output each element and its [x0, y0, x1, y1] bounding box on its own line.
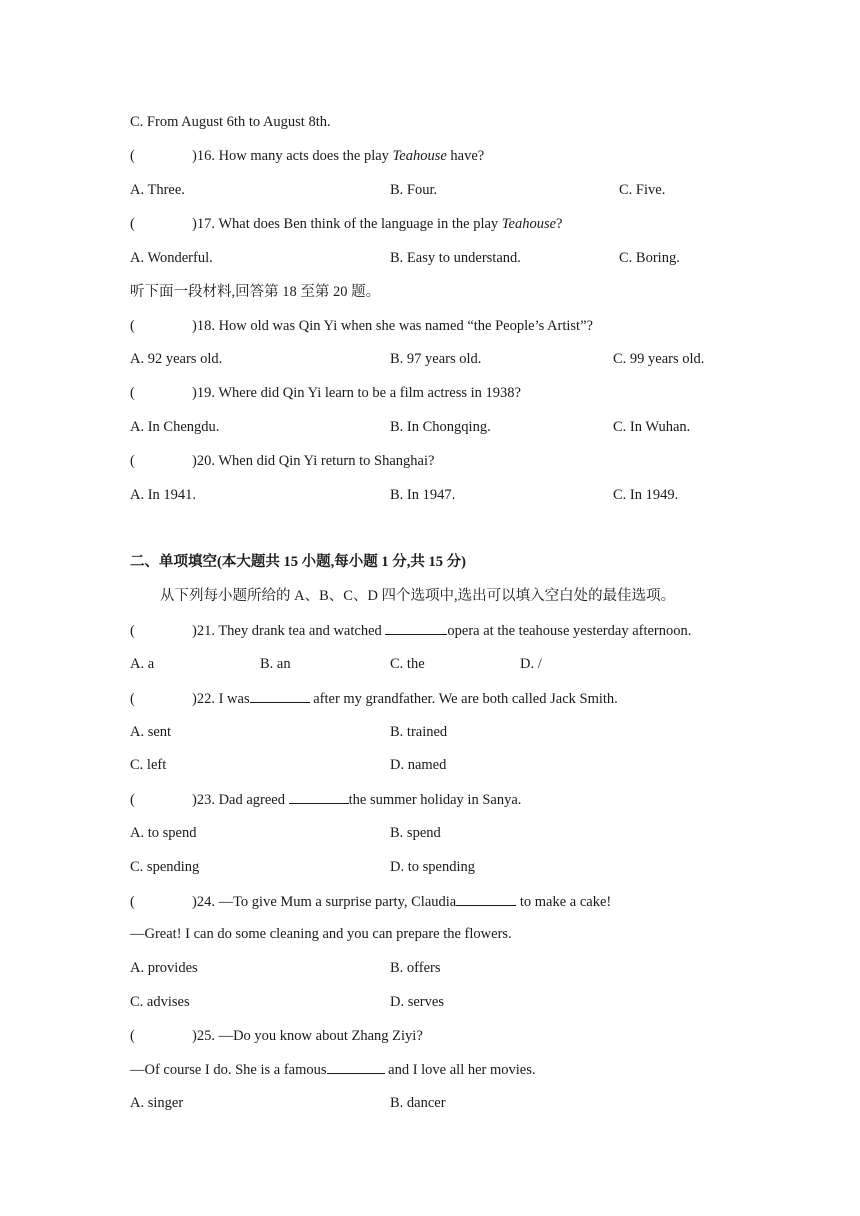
q16-option-a: A. Three.: [130, 182, 185, 198]
listening-instruction: 听下面一段材料,回答第 18 至第 20 题。: [130, 284, 381, 300]
q20-option-a: A. In 1941.: [130, 487, 197, 503]
answer-paren: (: [130, 148, 135, 164]
answer-paren: (: [130, 894, 135, 910]
answer-blank: [250, 688, 310, 703]
q18-option-c: C. 99 years old.: [613, 351, 705, 367]
q23-option-b: B. spend: [390, 825, 441, 841]
q19-option-b: B. In Chongqing.: [390, 419, 491, 435]
answer-paren: (: [130, 318, 135, 334]
question-16: ( )16. How many acts does the play Teahouse have?: [130, 148, 485, 164]
section-instruction: 从下列每小题所给的 A、B、C、D 四个选项中,选出可以填入空白处的最佳选项。: [160, 588, 676, 604]
answer-paren: (: [130, 623, 135, 639]
q22-option-c: C. left: [130, 757, 167, 773]
answer-paren: (: [130, 453, 135, 469]
section-heading: 二、单项填空(本大题共 15 小题,每小题 1 分,共 15 分): [130, 554, 466, 570]
question-17: ( )17. What does Ben think of the language in the play Teahouse?: [130, 216, 563, 232]
answer-paren: (: [130, 385, 135, 401]
question-21: ( )21. They drank tea and watched opera at the teahouse yesterday afternoon.: [130, 620, 691, 641]
q23-option-d: D. to spending: [390, 859, 475, 875]
q22-option-a: A. sent: [130, 724, 172, 740]
q21-option-b: B. an: [260, 656, 291, 672]
q15-option-c: C. From August 6th to August 8th.: [130, 114, 331, 130]
answer-blank: [289, 789, 349, 804]
answer-paren: (: [130, 1028, 135, 1044]
q17-option-a: A. Wonderful.: [130, 250, 213, 266]
question-25: ( )25. —Do you know about Zhang Ziyi?: [130, 1028, 423, 1044]
q21-option-d: D. /: [520, 656, 542, 672]
answer-paren: (: [130, 792, 135, 808]
question-24: ( )24. —To give Mum a surprise party, Claudia to make a cake!: [130, 891, 611, 912]
question-18: ( )18. How old was Qin Yi when she was named “the People’s Artist”?: [130, 318, 593, 334]
q20-option-c: C. In 1949.: [613, 487, 679, 503]
q21-option-c: C. the: [390, 656, 425, 672]
q18-option-a: A. 92 years old.: [130, 351, 223, 367]
q17-option-b: B. Easy to understand.: [390, 250, 521, 266]
q22-option-d: D. named: [390, 757, 447, 773]
answer-blank: [385, 620, 447, 635]
q24-option-c: C. advises: [130, 994, 190, 1010]
question-23: ( )23. Dad agreed the summer holiday in Sanya.: [130, 789, 521, 810]
q23-option-c: C. spending: [130, 859, 200, 875]
q19-option-c: C. In Wuhan.: [613, 419, 691, 435]
answer-blank: [327, 1059, 385, 1074]
q24-option-a: A. provides: [130, 960, 198, 976]
play-title: Teahouse: [501, 216, 557, 232]
q25-option-b: B. dancer: [390, 1095, 446, 1111]
answer-blank: [456, 891, 516, 906]
q24-reply: —Great! I can do some cleaning and you can prepare the flowers.: [130, 926, 512, 942]
q20-option-b: B. In 1947.: [390, 487, 456, 503]
q21-option-a: A. a: [130, 656, 155, 672]
q23-option-a: A. to spend: [130, 825, 197, 841]
answer-paren: (: [130, 691, 135, 707]
q19-option-a: A. In Chengdu.: [130, 419, 220, 435]
q18-option-b: B. 97 years old.: [390, 351, 482, 367]
question-19: ( )19. Where did Qin Yi learn to be a film actress in 1938?: [130, 385, 521, 401]
play-title: Teahouse: [392, 148, 447, 164]
q17-option-c: C. Boring.: [619, 250, 680, 266]
q22-option-b: B. trained: [390, 724, 448, 740]
q16-option-c: C. Five.: [619, 182, 666, 198]
q25-option-a: A. singer: [130, 1095, 184, 1111]
answer-paren: (: [130, 216, 135, 232]
q24-option-b: B. offers: [390, 960, 441, 976]
q16-option-b: B. Four.: [390, 182, 438, 198]
question-20: ( )20. When did Qin Yi return to Shanghai?: [130, 453, 435, 469]
q25-reply: —Of course I do. She is a famous and I love all her movies.: [130, 1059, 536, 1080]
question-22: ( )22. I was after my grandfather. We are both called Jack Smith.: [130, 688, 618, 709]
q24-option-d: D. serves: [390, 994, 444, 1010]
